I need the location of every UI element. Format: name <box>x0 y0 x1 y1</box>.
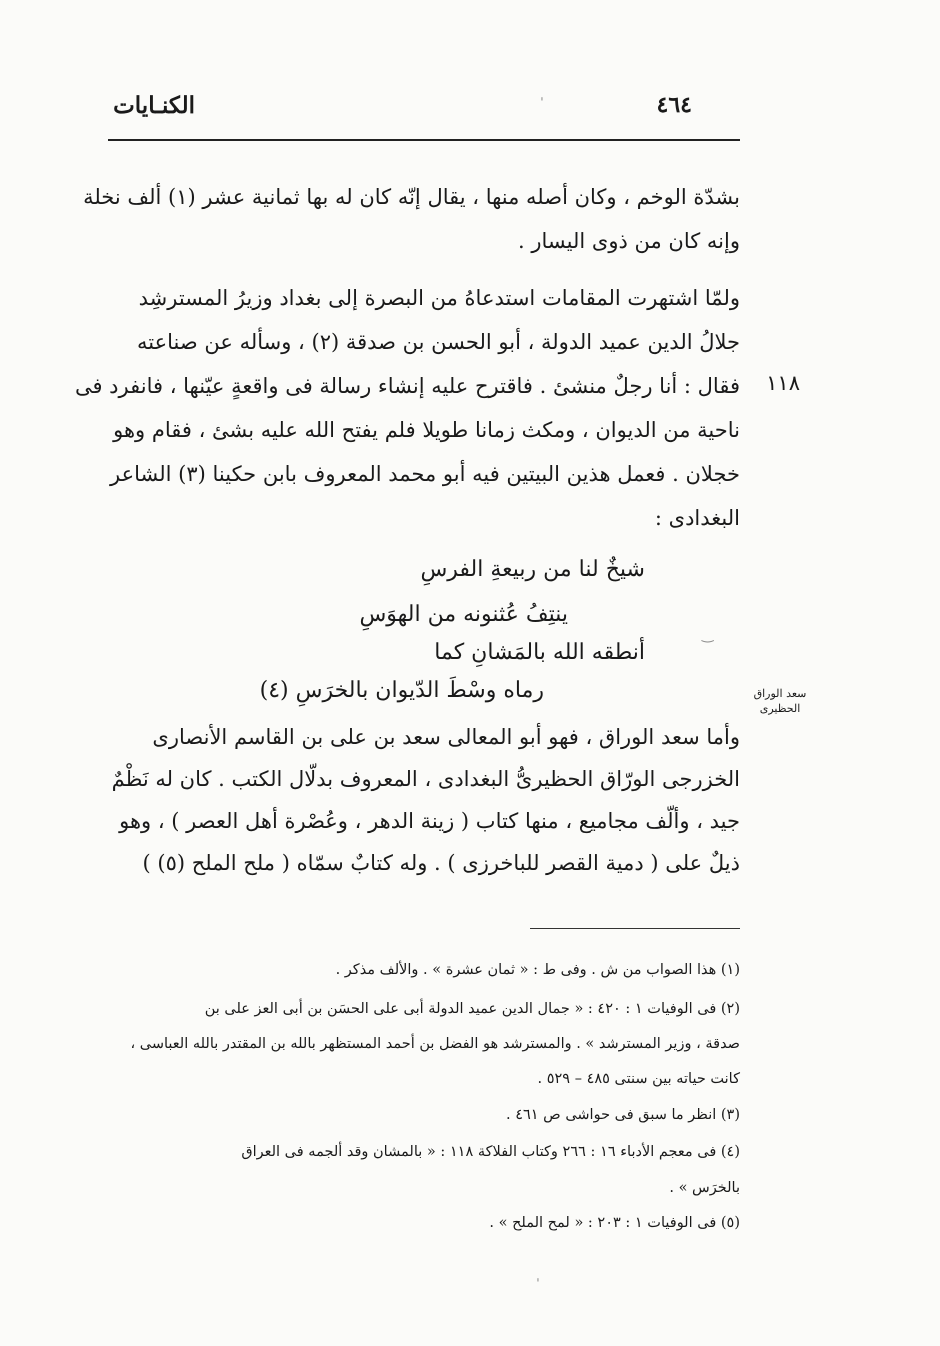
verse-line: ينتِفُ عُثنونه من الهوَسِ <box>359 602 568 627</box>
text-line: ذيلٌ على ( دمية القصر للباخرزى ) . وله كتابٌ سمّاه ( ملح الملح (٥) ) <box>142 851 740 875</box>
running-header-title: الكنـايات <box>113 92 195 119</box>
text-line: وأما سعد الوراق ، فهو أبو المعالى سعد بن على بن القاسم الأنصارى <box>152 725 740 749</box>
footnote: (١) هذا الصواب من ش . وفى ط : « ثمان عشرة » . والألف مذكر . <box>335 962 740 978</box>
page-number: ٤٦٤ <box>656 92 692 118</box>
footnote: بالخرَس » . <box>669 1180 740 1196</box>
print-mark: ‿ <box>702 627 714 643</box>
header-rule <box>108 139 740 141</box>
footnote: (٤) فى معجم الأدباء ١٦ : ٢٦٦ وكتاب الفلاكة ١١٨ : « بالمشان وقد ألجمه فى العراق <box>241 1144 740 1160</box>
text-line: خجلان . فعمل هذين البيتين فيه أبو محمد المعروف بابن حكينا (٣) الشاعر <box>110 462 740 486</box>
margin-section-number: ١١٨ <box>766 371 800 395</box>
text-line: الخزرجى الورّاق الحظيرىُّ البغدادى ، المعروف بدلّال الكتب . كان له نَظْمٌ <box>111 767 740 791</box>
text-line: ولمّا اشتهرت المقامات استدعاهُ من البصرة إلى بغداد وزيرُ المسترشِد <box>138 286 740 310</box>
verse-line: أنطقه الله بالمَشانِ كما <box>434 640 645 665</box>
text-line: ناحية من الديوان ، ومكث زمانا طويلا فلم يفتح الله عليه بشئ ، فقام وهو <box>113 418 740 442</box>
verse-line: رماه وسْطَ الدّيوان بالخرَسِ (٤) <box>259 678 544 703</box>
footnote: كانت حياته بين سنتى ٤٨٥ – ٥٢٩ . <box>537 1071 740 1087</box>
margin-note: سعد الوراق الحظيرى <box>753 687 807 715</box>
footnote: (٢) فى الوفيات ١ : ٤٢٠ : « جمال الدين عميد الدولة أبى على الحسَن بن أبى العز على بن <box>204 1001 740 1017</box>
verse-line: شيخٌ لنا من ربيعةِ الفرسِ <box>420 557 645 582</box>
print-mark: ˈ <box>540 96 544 112</box>
footnote: (٣) انظر ما سبق فى حواشى ص ٤٦١ . <box>505 1107 740 1123</box>
text-line: جلالُ الدين عميد الدولة ، أبو الحسن بن صدقة (٢) ، وسأله عن صناعته <box>137 330 740 354</box>
print-mark: ˌ <box>536 1268 540 1284</box>
text-line: جيد ، وألّف مجاميع ، منها كتاب ( زينة الدهر ، وعُصْرة أهل العصر ) ، وهو <box>119 809 740 833</box>
text-line: بشدّة الوخم ، وكان أصله منها ، يقال إنّه كان له بها ثمانية عشر (١) ألف نخلة <box>83 185 740 209</box>
footnote: صدقة ، وزير المسترشد » . والمسترشد هو الفضل بن أحمد المستظهر بالله بن المقتدر بالله العباسى ، <box>130 1036 740 1052</box>
text-line: وإنه كان من ذوى اليسار . <box>518 229 740 253</box>
footnote: (٥) فى الوفيات ١ : ٢٠٣ : « لمح الملح » . <box>489 1215 740 1231</box>
footnote-rule <box>530 928 740 929</box>
text-line: فقال : أنا رجلٌ منشئ . فاقترح عليه إنشاء رسالة فى واقعةٍ عيّنها ، فانفرد فى <box>74 374 740 398</box>
text-line: البغدادى : <box>654 506 740 530</box>
